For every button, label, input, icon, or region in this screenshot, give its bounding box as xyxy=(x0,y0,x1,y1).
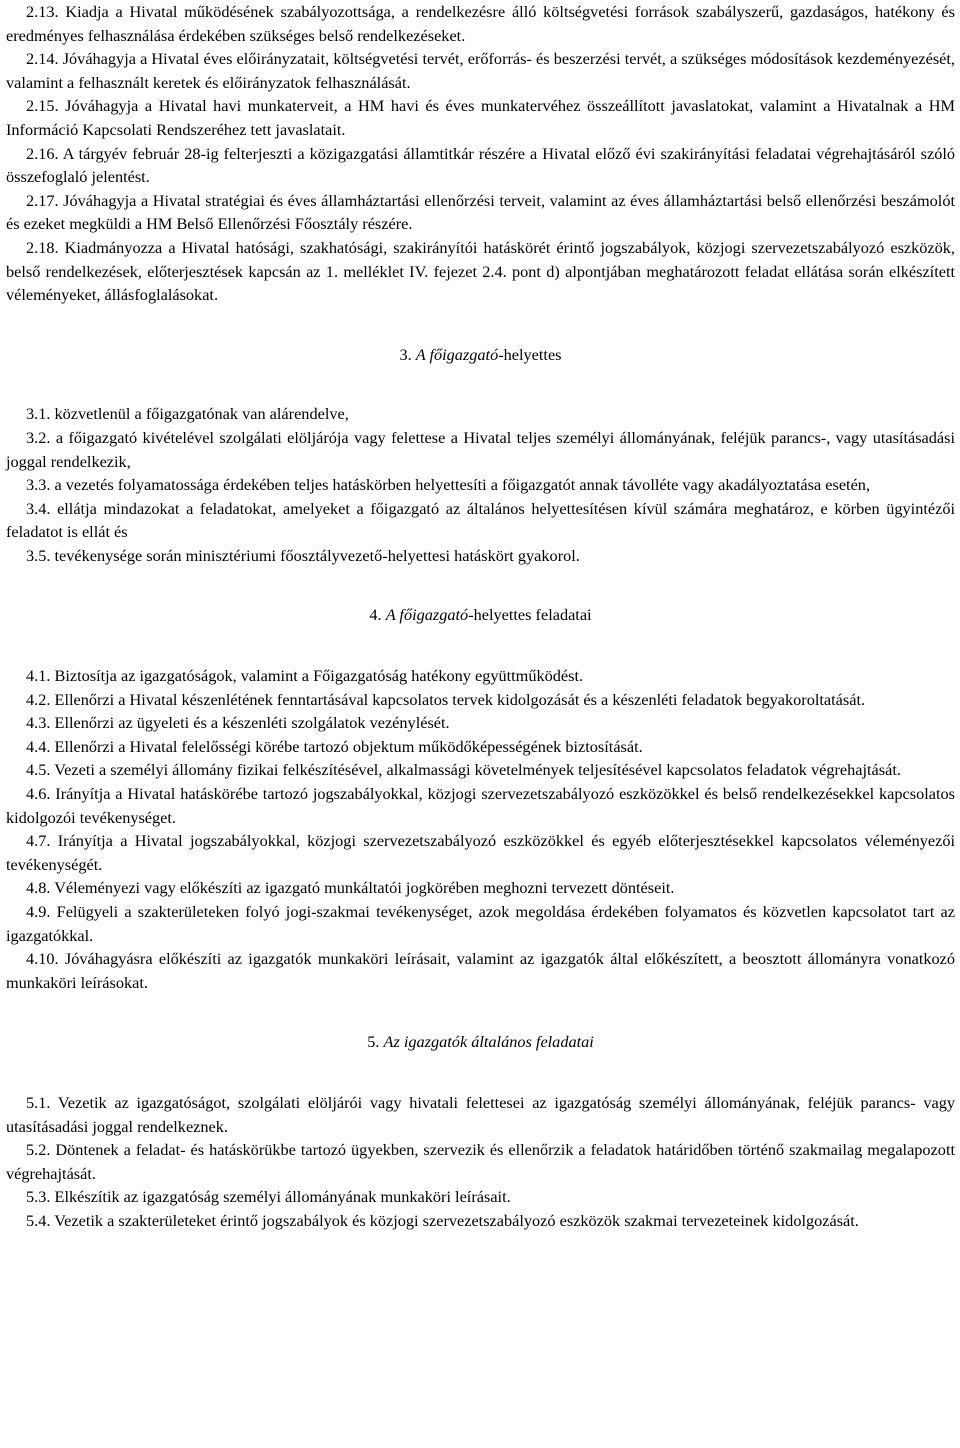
heading-number: 5. xyxy=(367,1032,380,1052)
paragraph-text: Jóváhagyásra előkészíti az igazgatók munkaköri leírásait, valamint az igazgatók által előkészített, a beosztott állományra vonatkozó munkaköri leírásokat. xyxy=(6,949,955,992)
paragraph-text: tevékenysége során minisztériumi főosztályvezető-helyettesi hatáskört gyakorol. xyxy=(54,545,580,565)
section-3-list xyxy=(6,402,955,567)
paragraph-text: Kiadja a Hivatal működésének szabályozottsága, a rendelkezésre álló költségvetési források szabályszerű, gazdaságos, hatékony és eredményes felhasználása érdekében szükséges belső rendelkezéseket. xyxy=(6,2,955,45)
paragraph-text: A tárgyév február 28-ig felterjeszti a közigazgatási államtitkár részére a Hivatal előző évi szakirányítási feladatai végrehajtásáról szóló összefoglaló jelentést. xyxy=(6,143,955,187)
paragraph-2-13 xyxy=(6,0,955,47)
paragraph-text: Vezeti a személyi állomány fizikai felkészítésével, alkalmassági követelmények teljesítésével kapcsolatos feladatok végrehajtását. xyxy=(54,760,901,780)
paragraph-text: Irányítja a Hivatal jogszabályokkal, közjogi szervezetszabályozó eszközökkel és egyéb előterjesztésekkel kapcsolatos véleményezői tevékenységét. xyxy=(6,831,955,874)
paragraph-text: Ellenőrzi a Hivatal készenlétének fenntartásával kapcsolatos tervek kidolgozását és a készenléti feladatok begyakoroltatását. xyxy=(54,689,866,709)
paragraph-2-18 xyxy=(6,236,955,307)
paragraph-2-14 xyxy=(6,47,955,94)
paragraph-5-2 xyxy=(6,1138,955,1185)
section-4-list xyxy=(6,664,955,994)
paragraph-4-8 xyxy=(6,876,955,900)
paragraph-text: Vezetik a szakterületeket érintő jogszabályok és közjogi szervezetszabályozó eszközök szakmai tervezeteinek kidolgozását. xyxy=(54,1210,859,1230)
section-heading-5 xyxy=(6,1030,955,1054)
paragraph-text: Kiadmányozza a Hivatal hatósági, szakhatósági, szakirányítói hatáskörét érintő jogszabályok, közjogi szervezetszabályozó eszközök, belső rendelkezések, előterjesztések kapcsán az 1. melléklet IV. fejezet 2.4. pont d) alpontjában meghatározott feladat ellátása során elkészített véleményeket, állásfoglalásokat. xyxy=(6,237,955,305)
paragraph-number: 3.4. xyxy=(26,498,51,518)
paragraph-text: ellátja mindazokat a feladatokat, amelyeket a főigazgató az általános helyettesítésen kívül számára meghatároz, e körben ügyintézői feladatot is ellát és xyxy=(6,498,955,542)
paragraph-number: 4.3. xyxy=(26,713,51,733)
paragraph-text: Jóváhagyja a Hivatal havi munkaterveit, a HM havi és éves munkatervéhez összeállított javaslatokat, valamint a Hivatalnak a HM Információ Kapcsolati Rendszeréhez tett javaslatait. xyxy=(6,96,955,139)
paragraph-number: 2.16. xyxy=(26,143,59,163)
paragraph-number: 3.5. xyxy=(26,545,51,565)
paragraph-4-10 xyxy=(6,947,955,994)
section-2-list xyxy=(6,0,955,307)
paragraph-4-1 xyxy=(6,664,955,688)
paragraph-number: 3.2. xyxy=(26,427,51,447)
document-page xyxy=(6,0,955,1233)
paragraph-2-15 xyxy=(6,94,955,141)
paragraph-number: 4.7. xyxy=(26,831,51,851)
paragraph-text: Döntenek a feladat- és hatáskörükbe tartozó ügyekben, szervezik és ellenőrzik a feladatok határidőben történő szakmailag megalapozott végrehajtását. xyxy=(6,1140,955,1183)
paragraph-text: közvetlenül a főigazgatónak van alárendelve, xyxy=(54,404,349,424)
section-heading-4 xyxy=(6,603,955,627)
paragraph-text: a vezetés folyamatossága érdekében teljes hatáskörben helyettesíti a főigazgatót annak távolléte vagy akadályoztatása esetén, xyxy=(54,475,871,495)
paragraph-text: Biztosítja az igazgatóságok, valamint a Főigazgatóság hatékony együttműködést. xyxy=(54,666,584,686)
paragraph-4-7 xyxy=(6,829,955,876)
paragraph-number: 2.18. xyxy=(26,237,59,257)
heading-italic: Az igazgatók általános feladatai xyxy=(383,1032,594,1052)
heading-rest: -helyettes xyxy=(498,344,562,364)
paragraph-text: Elkészítik az igazgatóság személyi állományának munkaköri leírásait. xyxy=(54,1187,511,1207)
section-heading-3 xyxy=(6,343,955,367)
paragraph-4-9 xyxy=(6,900,955,947)
paragraph-number: 5.4. xyxy=(26,1210,51,1230)
paragraph-number: 3.3. xyxy=(26,475,51,495)
paragraph-number: 2.13. xyxy=(26,2,59,21)
paragraph-number: 4.4. xyxy=(26,736,51,756)
section-5-list xyxy=(6,1091,955,1233)
paragraph-4-3 xyxy=(6,711,955,735)
paragraph-3-3 xyxy=(6,473,955,497)
paragraph-text: a főigazgató kivételével szolgálati elöljárója vagy felettese a Hivatal teljes személyi állományának, feléjük parancs-, vagy utasításadási joggal rendelkezik, xyxy=(6,427,955,471)
paragraph-text: Véleményezi vagy előkészíti az igazgató munkáltatói jogkörében meghozni tervezett döntéseit. xyxy=(54,878,675,898)
paragraph-number: 4.2. xyxy=(26,689,51,709)
paragraph-text: Jóváhagyja a Hivatal éves előirányzatait, költségvetési tervét, erőforrás- és beszerzési tervét, a szükséges módosítások kezdeményezését, valamint a felhasznált keretek és előirányzatok felhasználását. xyxy=(6,49,955,92)
paragraph-number: 3.1. xyxy=(26,404,51,424)
paragraph-5-1 xyxy=(6,1091,955,1138)
paragraph-number: 2.14. xyxy=(26,49,59,69)
paragraph-4-2 xyxy=(6,688,955,712)
paragraph-3-4 xyxy=(6,497,955,544)
paragraph-3-5 xyxy=(6,544,955,568)
paragraph-number: 5.1. xyxy=(26,1092,51,1112)
paragraph-text: Felügyeli a szakterületeken folyó jogi-szakmai tevékenységet, azok megoldása érdekében folyamatos és közvetlen kapcsolatot tart az igazgatókkal. xyxy=(6,902,955,945)
paragraph-3-2 xyxy=(6,426,955,473)
paragraph-text: Jóváhagyja a Hivatal stratégiai és éves államháztartási ellenőrzési terveit, valamint az éves államháztartási belső ellenőrzési beszámolót és ezeket megküldi a HM Belső Ellenőrzési Főosztály részére. xyxy=(6,190,955,234)
paragraph-4-6 xyxy=(6,782,955,829)
paragraph-number: 5.2. xyxy=(26,1140,51,1160)
paragraph-number: 4.9. xyxy=(26,902,51,921)
heading-italic: A főigazgató xyxy=(385,605,469,625)
paragraph-3-1 xyxy=(6,402,955,426)
paragraph-text: Vezetik az igazgatóságot, szolgálati elöljárói vagy hivatali felettesei az igazgatóság személyi állományának, feléjük parancs- vagy utasításadási joggal rendelkeznek. xyxy=(6,1092,955,1136)
paragraph-number: 4.8. xyxy=(26,878,51,898)
heading-number: 4. xyxy=(369,605,382,625)
paragraph-number: 4.5. xyxy=(26,760,51,780)
paragraph-number: 5.3. xyxy=(26,1187,51,1207)
paragraph-number: 2.15. xyxy=(26,96,59,116)
paragraph-5-4 xyxy=(6,1209,955,1233)
heading-italic: A főigazgató xyxy=(415,344,499,364)
paragraph-text: Ellenőrzi a Hivatal felelősségi körébe tartozó objektum működőképességének biztosítását. xyxy=(54,736,643,756)
paragraph-number: 2.17. xyxy=(26,190,59,210)
paragraph-text: Irányítja a Hivatal hatáskörébe tartozó jogszabályokkal, közjogi szervezetszabályozó eszközökkel és belső rendelkezésekkel kapcsolatos kidolgozói tevékenységet. xyxy=(6,784,955,827)
paragraph-number: 4.10. xyxy=(26,949,59,969)
paragraph-number: 4.1. xyxy=(26,666,51,686)
paragraph-2-16 xyxy=(6,142,955,189)
heading-number: 3. xyxy=(399,344,412,364)
paragraph-number: 4.6. xyxy=(26,784,51,804)
heading-rest: -helyettes feladatai xyxy=(468,605,592,625)
paragraph-4-4 xyxy=(6,735,955,759)
paragraph-4-5 xyxy=(6,758,955,782)
paragraph-text: Ellenőrzi az ügyeleti és a készenléti szolgálatok vezénylését. xyxy=(54,713,450,733)
paragraph-5-3 xyxy=(6,1185,955,1209)
paragraph-2-17 xyxy=(6,189,955,236)
